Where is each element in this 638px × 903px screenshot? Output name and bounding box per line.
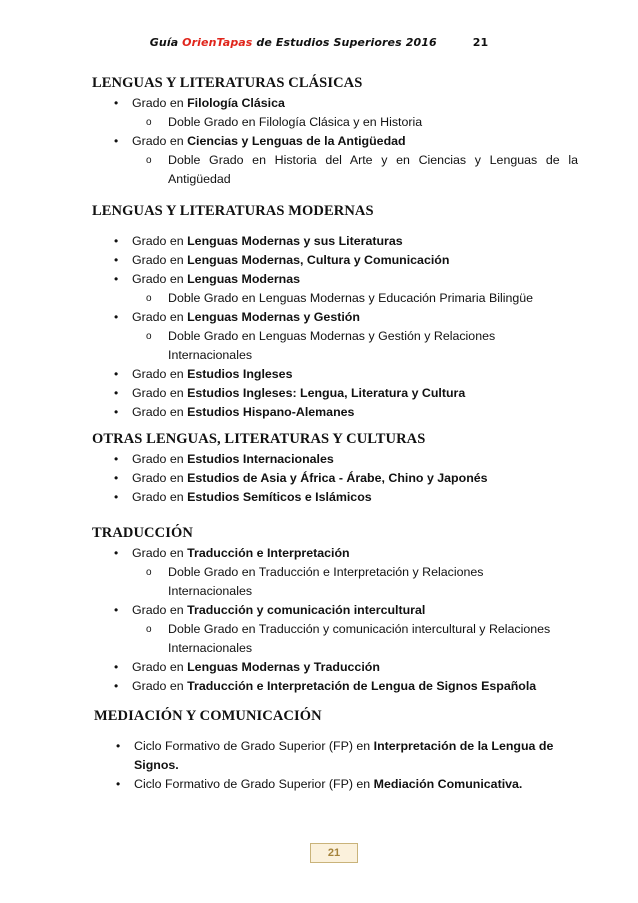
- list-item: • Grado en Traducción e Interpretación de Lengua de Signos Española: [92, 677, 578, 696]
- section-heading: LENGUAS Y LITERATURAS CLÁSICAS: [92, 75, 363, 91]
- section-heading: OTRAS LENGUAS, LITERATURAS Y CULTURAS: [92, 431, 426, 447]
- page-header: [0, 36, 638, 49]
- list-item: • Grado en Estudios Internacionales: [92, 450, 578, 469]
- sub-list-item: o Doble Grado en Historia del Arte y en Ciencias y Lenguas de la Antigüedad: [130, 151, 578, 189]
- sub-list-item: o Doble Grado en Lenguas Modernas y Gestión y Relaciones Internacionales: [130, 327, 578, 365]
- list-item: • Ciclo Formativo de Grado Superior (FP) en Mediación Comunicativa.: [94, 775, 580, 794]
- list-item: • Grado en Estudios Semíticos e Islámicos: [92, 488, 578, 507]
- list-item: • Grado en Lenguas Modernas y sus Literaturas: [92, 232, 578, 251]
- header-title-prefix: Guía: [149, 36, 183, 49]
- section-lenguas-modernas: [92, 203, 578, 422]
- sub-list-item: o Doble Grado en Filología Clásica y en Historia: [130, 113, 578, 132]
- section-mediacion: [94, 708, 580, 794]
- section-heading: MEDIACIÓN Y COMUNICACIÓN: [94, 708, 322, 724]
- list-item: • Grado en Traducción y comunicación intercultural o Doble Grado en Traducción y comunicación intercultural y Relaciones Internacionales: [92, 601, 578, 658]
- list-item: • Grado en Estudios de Asia y África - Árabe, Chino y Japonés: [92, 469, 578, 488]
- list-item: • Grado en Lenguas Modernas y Gestión o Doble Grado en Lenguas Modernas y Gestión y Relaciones Internacionales: [92, 308, 578, 365]
- list-item: • Grado en Estudios Ingleses: Lengua, Literatura y Cultura: [92, 384, 578, 403]
- list-item: • Grado en Ciencias y Lenguas de la Antigüedad o Doble Grado en Historia del Arte y en Ciencias y Lenguas de la Antigüedad: [92, 132, 578, 189]
- sub-list-item: o Doble Grado en Lenguas Modernas y Educación Primaria Bilingüe: [130, 289, 578, 308]
- section-otras-lenguas: [92, 431, 578, 507]
- list-item: • Grado en Lenguas Modernas o Doble Grado en Lenguas Modernas y Educación Primaria Bilingüe: [92, 270, 578, 308]
- header-title-suffix: de Estudios Superiores 2016: [252, 36, 437, 49]
- list-item: • Grado en Lenguas Modernas, Cultura y Comunicación: [92, 251, 578, 270]
- list-item: • Grado en Estudios Hispano-Alemanes: [92, 403, 578, 422]
- list-item: • Ciclo Formativo de Grado Superior (FP) en Interpretación de la Lengua de Signos.: [94, 737, 580, 775]
- list-item: • Grado en Estudios Ingleses: [92, 365, 578, 384]
- list-item: • Grado en Traducción e Interpretación o Doble Grado en Traducción e Interpretación y Relaciones Internacionales: [92, 544, 578, 601]
- section-lenguas-clasicas: [92, 75, 578, 189]
- section-heading: LENGUAS Y LITERATURAS MODERNAS: [92, 203, 374, 219]
- header-page-number: 21: [472, 36, 489, 49]
- list-item: • Grado en Lenguas Modernas y Traducción: [92, 658, 578, 677]
- header-brand: OrienTapas: [182, 36, 253, 49]
- list-item: • Grado en Filología Clásica o Doble Grado en Filología Clásica y en Historia: [92, 94, 578, 132]
- footer-page-number: 21: [310, 843, 358, 863]
- sub-list-item: o Doble Grado en Traducción e Interpretación y Relaciones Internacionales: [130, 563, 578, 601]
- sub-list-item: o Doble Grado en Traducción y comunicación intercultural y Relaciones Internacionales: [130, 620, 578, 658]
- section-traduccion: [92, 525, 578, 696]
- section-heading: TRADUCCIÓN: [92, 525, 193, 541]
